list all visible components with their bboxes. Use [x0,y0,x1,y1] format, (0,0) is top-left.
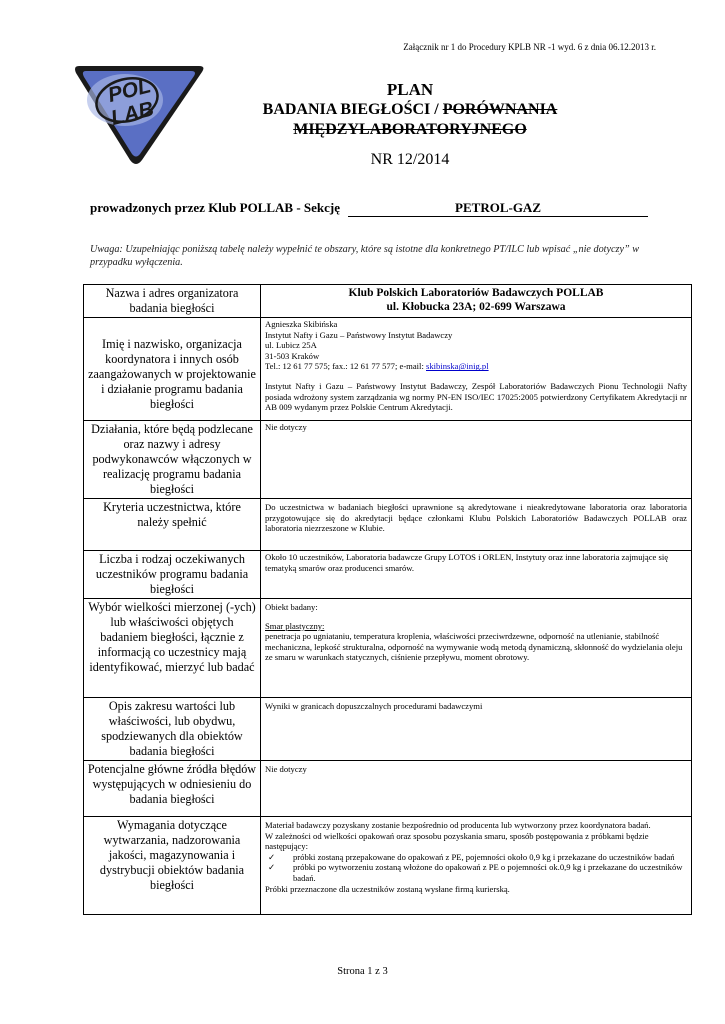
req-paragraph-1: Materiał badawczy pozyskany zostanie bezpośrednio od producenta lub wytworzony przez koordynatora badań. [265,820,651,830]
pollab-logo [73,62,207,166]
errors-cell: Nie dotyczy [261,761,692,817]
plan-table [83,284,692,915]
row-label: Kryteria uczestnictwa, które należy spełnić [84,499,261,551]
row-label: Wymagania dotyczące wytwarzania, nadzorowania jakości, magazynowania i dystrybucji obiektów badania biegłości [84,817,261,915]
req-paragraph-3: Próbki przeznaczone dla uczestników zostaną wysłane firmą kurierską. [265,883,510,894]
organizer-cell [261,285,692,318]
req-list [265,852,687,884]
section-label: prowadzonych przez Klub POLLAB - Sekcję [90,200,341,215]
row-label: Działania, które będą podzlecane oraz nazwy i adresy podwykonawców włączonych w realizację programu badania biegłości [84,421,261,499]
row-label: Wybór wielkości mierzonej (-ych) lub właściwości objętych badaniem biegłości, łącznie z informacją co uczestnicy mają identyfikować, mierzyć lub badać [84,599,261,698]
row-label: Liczba i rodzaj oczekiwanych uczestników programu badania biegłości [84,551,261,599]
requirements-cell [261,817,692,915]
list-item: ✓ próbki po wytworzeniu zostaną włożone do opakowań z PE o pojemności ok.0,9 kg i przekazane do uczestników badań. [268,862,683,883]
table-row [84,285,692,318]
subcontract-cell: Nie dotyczy [261,421,692,499]
object-subject: Smar plastyczny: [265,620,325,631]
organizer-name: Klub Polskich Laboratoriów Badawczych POLLAB [348,287,604,299]
coordinator-org: Instytut Nafty i Gazu – Państwowy Instytut Badawczy [265,329,453,340]
criteria-cell: Do uczestnictwa w badaniach biegłości uprawnione są akredytowane i nieakredytowane laboratoria oraz laboratoria przygotowujące się do akredytacji będące członkami Klubu Polskich Laboratoriów Badawczych POLLAB oraz laboratoria niezrzeszone w Klubie. [261,499,692,551]
coordinator-cell [261,318,692,421]
title-miedzylab: MIĘDZYLABORATORYJNEGO [293,121,527,138]
table-row [84,817,692,915]
coordinator-street: ul. Lubicz 25A [265,340,317,351]
range-cell: Wyniki w granicach dopuszczalnych procedurami badawczymi [261,698,692,761]
logo-text-lab: LAB [108,97,157,131]
table-row [84,318,692,421]
coordinator-city: 31-503 Kraków [265,350,320,361]
title-badania: BADANIA BIEGŁOŚCI / [262,101,443,118]
table-row [84,698,692,761]
title-plan: PLAN [386,80,434,99]
row-label: Potencjalne główne źródła błędów występujących w odniesieniu do badania biegłości [84,761,261,817]
participants-cell: Około 10 uczestników, Laboratoria badawcze Grupy LOTOS i ORLEN, Instytuty oraz inne laboratoria zajmujące się tematyką smarów oraz producenci smarów. [261,551,692,599]
row-label: Imię i nazwisko, organizacja koordynatora i innych osób zaangażowanych w projektowanie i działanie programu badania biegłości [84,318,261,421]
logo-text-pol: POL [105,74,154,108]
plan-number: NR 12/2014 [370,151,450,168]
measured-properties: penetracja po ugniataniu, temperatura kroplenia, właściwości przeciwrdzewne, odporność na utlenianie, stabilność mechaniczna, lepkość strukturalna, odporność na wymywanie wodą metodą dynamiczną, skłonność do wydzielania oleju ze smaru w warunkach statycznych, ciśnienie przepływu, moment obrotowy. [265,631,683,663]
table-row [84,551,692,599]
coordinator-contact: Tel.: 12 61 77 575; fax.: 12 61 77 577; e-mail: skibinska@inig.pl [265,361,489,372]
table-row [84,499,692,551]
accreditation-text: Instytut Nafty i Gazu – Państwowy Instytut Badawczy, Zespół Laboratoriów Badawczych Pionu Technologii Nafty posiada wdrożony system zarządzania wg normy PN-EN ISO/IEC 17025:2005 potwierdzony Certyfikatem Akredytacji nr AB 009 wydanym przez Polskie Centrum Akredytacji. [265,380,687,413]
table-row [84,421,692,499]
table-row [84,761,692,817]
section-value: PETROL-GAZ [348,200,648,217]
checkmark-icon: ✓ [268,862,276,873]
document-title [210,80,610,170]
instruction-note: Uwaga: Uzupełniając poniższą tabelę należy wypełnić te obszary, które są istotne dla konkretnego PT/ILC lub wpisać „nie dotyczy” w przypadku wyłączenia. [90,244,640,268]
row-label: Opis zakresu wartości lub właściwości, lub obydwu, spodziewanych dla obiektów badania biegłości [84,698,261,761]
page-number: Strona 1 z 3 [337,966,388,977]
coordinator-name: Agnieszka Skibińska [265,319,338,329]
email-link[interactable]: skibinska@inig.pl [426,361,489,372]
object-label: Obiekt badany: [265,602,318,612]
list-item: ✓ próbki zostaną przepakowane do opakowań z PE, pojemności około 0,9 kg i przekazane do uczestników badań [268,851,675,862]
section-line [90,200,660,217]
table-row [84,599,692,698]
organizer-address: ul. Kłobucka 23A; 02-699 Warszawa [386,301,566,313]
pollab-logo-icon [73,62,207,166]
attachment-note: Załącznik nr 1 do Procedury KPLB NR -1 wyd. 6 z dnia 06.12.2013 r. [403,42,656,52]
row-label: Nazwa i adres organizatora badania biegłości [84,285,261,318]
title-line-2 [210,100,610,120]
title-porownania: PORÓWNANIA [442,101,558,118]
measurand-cell [261,599,692,698]
req-paragraph-2: W zależności od wielkości opakowań oraz sposobu pozyskania smaru, sposób postępowania z próbkami będzie następujący: [265,830,649,852]
checkmark-icon: ✓ [268,851,276,862]
